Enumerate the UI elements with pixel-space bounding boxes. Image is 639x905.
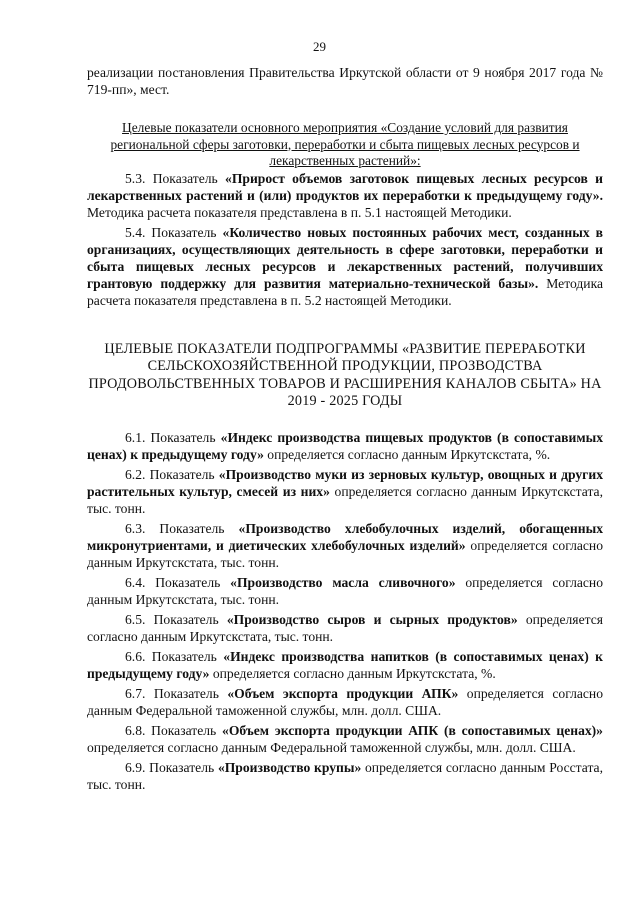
intro-paragraph: реализации постановления Правительства Иркутской области от 9 ноября 2017 года № 719-пп», мест. xyxy=(87,65,603,97)
indicator-description: Методика расчета показателя представлена в п. 5.2 настоящей Методики. xyxy=(87,275,603,308)
indicator-number: 5.3. Показатель xyxy=(125,170,226,186)
indicator-number: 6.2. Показатель xyxy=(125,466,219,482)
page-content xyxy=(87,64,603,793)
indicator-description: определяется согласно данным Иркутскстата, тыс. тонн. xyxy=(87,611,603,644)
indicator-paragraph xyxy=(87,648,603,682)
indicator-name: «Объем экспорта продукции АПК» xyxy=(227,685,459,701)
indicator-paragraph xyxy=(87,520,603,571)
indicators-list-b xyxy=(87,429,603,793)
indicator-number: 6.7. Показатель xyxy=(125,685,228,701)
indicator-description: определяется согласно данным Иркутскстата, тыс. тонн. xyxy=(87,483,603,516)
indicator-paragraph xyxy=(87,759,603,793)
indicator-paragraph xyxy=(87,466,603,517)
indicator-paragraph xyxy=(87,170,603,221)
indicator-description: определяется согласно данным Иркутскстата, %. xyxy=(263,446,551,462)
indicator-name: «Производство крупы» xyxy=(217,759,362,775)
indicator-name: «Производство сыров и сырных продуктов» xyxy=(226,611,518,627)
indicator-paragraph xyxy=(87,611,603,645)
section-title: ЦЕЛЕВЫЕ ПОКАЗАТЕЛИ ПОДПРОГРАММЫ «РАЗВИТИЕ ПЕРЕРАБОТКИ СЕЛЬСКОХОЗЯЙСТВЕННОЙ ПРОДУКЦИИ, ПРОЗВОДСТВА ПРОДОВОЛЬСТВЕННЫХ ТОВАРОВ И РАСШИРЕНИЯ КАНАЛОВ СБЫТА» НА 2019 - 2025 ГОДЫ xyxy=(88,340,602,409)
indicator-name: «Индекс производства напитков (в сопоставимых ценах) к предыдущему году» xyxy=(87,648,603,681)
indicator-number: 6.4. Показатель xyxy=(125,574,231,590)
subsection-title: Целевые показатели основного мероприятия «Создание условий для развития региональной сферы заготовки, переработки и сбыта пищевых лесных ресурсов и лекарственных растений»: xyxy=(110,120,580,168)
indicator-name: «Индекс производства пищевых продуктов (в сопоставимых ценах) к предыдущему году» xyxy=(87,429,603,462)
indicator-paragraph xyxy=(87,574,603,608)
indicator-description: Методика расчета показателя представлена в п. 5.1 настоящей Методики. xyxy=(87,204,512,220)
indicator-description: определяется согласно данным Росстата, тыс. тонн. xyxy=(87,759,603,792)
indicator-name: «Производство хлебобулочных изделий, обогащенных микронутриентами, и диетических хлебобулочных изделий» xyxy=(87,520,603,553)
indicator-name: «Объем экспорта продукции АПК (в сопоставимых ценах)» xyxy=(222,722,603,738)
indicator-paragraph xyxy=(87,429,603,463)
indicator-description: определяется согласно данным Иркутскстата, тыс. тонн. xyxy=(87,537,603,570)
indicator-description: определяется согласно данным Федеральной таможенной службы, млн. долл. США. xyxy=(87,739,576,755)
indicator-number: 6.6. Показатель xyxy=(125,648,224,664)
indicator-name: «Прирост объемов заготовок пищевых лесных ресурсов и лекарственных растений и (или) продуктов их переработки к предыдущему году». xyxy=(87,170,603,203)
indicator-paragraph xyxy=(87,685,603,719)
indicator-paragraph xyxy=(87,224,603,309)
indicators-list-a xyxy=(87,170,603,309)
indicator-number: 6.5. Показатель xyxy=(125,611,227,627)
page-number: 29 xyxy=(313,39,326,54)
indicator-description: определяется согласно данным Иркутскстата, %. xyxy=(209,665,496,681)
indicator-paragraph xyxy=(87,722,603,756)
indicator-name: «Производство муки из зерновых культур, овощных и других растительных культур, смесей из них» xyxy=(87,466,603,499)
indicator-description: определяется согласно данным Иркутскстата, тыс. тонн. xyxy=(87,574,603,607)
indicator-number: 5.4. Показатель xyxy=(125,224,223,240)
indicator-number: 6.9. Показатель xyxy=(125,759,218,775)
indicator-number: 6.3. Показатель xyxy=(125,520,239,536)
indicator-number: 6.1. Показатель xyxy=(125,429,221,445)
indicator-name: «Производство масла сливочного» xyxy=(230,574,456,590)
indicator-name: «Количество новых постоянных рабочих мест, созданных в организациях, осуществляющих деятельность в сфере заготовки, переработки и сбыта пищевых лесных ресурсов и лекарственных растений, получивших грантовую поддержку для развития материально-технической базы». xyxy=(87,224,603,291)
indicator-description: определяется согласно данным Федеральной таможенной службы, млн. долл. США. xyxy=(87,685,604,718)
indicator-number: 6.8. Показатель xyxy=(125,722,223,738)
